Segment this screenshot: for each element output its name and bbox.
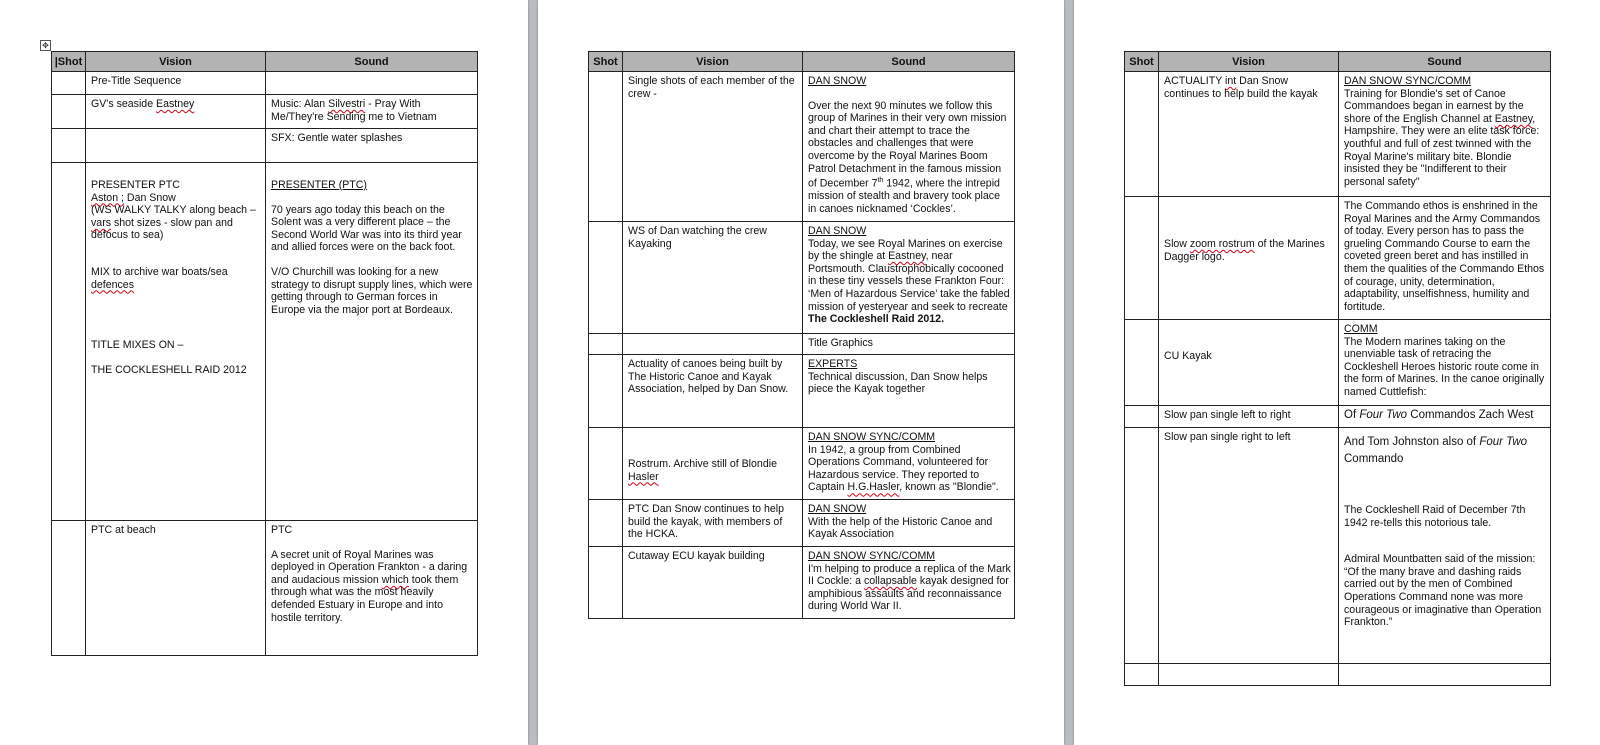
vision-cell[interactable] [1159,664,1339,686]
table-header-row [1125,52,1551,72]
shot-header: Shot [1125,52,1159,72]
table-row [1125,406,1551,428]
sound-cell[interactable]: And Tom Johnston also of Four Two Commando The Cockleshell Raid of December 7th 1942 re-tells this notorious tale. Admiral Mountbatten said of the mission: “Of the many brave and dashing raids carried out by the men of Combined Operations Command none was more courageous or imaginative than Operation Frankton.” [1339,428,1551,664]
vision-cell[interactable]: Pre-Title Sequence [86,72,266,95]
table-header-row [589,52,1015,72]
sound-cell[interactable]: SFX: Gentle water splashes [266,129,478,163]
sound-cell[interactable]: DAN SNOW SYNC/COMM I'm helping to produce a replica of the Mark II Cockle: a collapsable kayak designed for amphibious assaults and reconnaissance during World War II. [803,547,1015,619]
sound-cell[interactable]: DAN SNOW SYNC/COMM Training for Blondie's set of Canoe Commandoes began in earnest by the shore of the English Channel at Eastney, Hampshire. They were an elite task force: youthful and full of zest twinned with the Royal Marine's military bite. Blondie insisted they be "Indifferent to their personal safety" [1339,72,1551,197]
vision-cell[interactable] [86,129,266,163]
sound-cell[interactable] [1339,664,1551,686]
shot-cell[interactable] [589,334,623,355]
table-row [52,95,478,129]
sound-cell[interactable]: DAN SNOW Today, we see Royal Marines on exercise by the shingle at Eastney, near Portsmouth. Claustrophobically cocooned in these tiny vessels these Frankton Four: ‘Men of Hazardous Service’ take the fabled mission of yesteryear and seek to recreate The Cockleshell Raid 2012. [803,222,1015,334]
document-page-1 [0,0,528,745]
vision-cell[interactable]: ACTUALITY int Dan Snow continues to help build the kayak [1159,72,1339,197]
sound-cell[interactable]: The Commando ethos is enshrined in the Royal Marines and the Army Commandos of today. Every person has to pass the grueling Commando Course to earn the coveted green beret and has instilled in them the qualities of the Commando Ethos of courage, unity, determination, adaptability, unselfishness, humility and fortitude. [1339,197,1551,320]
sound-cell[interactable]: Music: Alan Silvestri - Pray With Me/They're Sending me to Vietnam [266,95,478,129]
shot-cell[interactable] [52,521,86,656]
table-row [52,163,478,521]
vision-cell[interactable]: PTC at beach [86,521,266,656]
table-header-row [52,52,478,72]
sound-header: Sound [1339,52,1551,72]
shot-cell[interactable] [52,72,86,95]
sound-cell[interactable]: DAN SNOW With the help of the Historic Canoe and Kayak Association [803,500,1015,547]
table-row [589,222,1015,334]
shot-cell[interactable] [589,428,623,500]
table-row [589,334,1015,355]
shot-cell[interactable] [1125,664,1159,686]
vision-header: Vision [623,52,803,72]
document-page-3 [1074,0,1600,745]
table-row [589,500,1015,547]
shot-cell[interactable] [1125,428,1159,664]
vision-header: Vision [1159,52,1339,72]
shot-cell[interactable] [1125,320,1159,406]
sound-cell[interactable]: DAN SNOW Over the next 90 minutes we follow this group of Marines in their very own mission and chart their attempt to trace the obstacles and challenges that were overcome by the Royal Marines Boom Patrol Detachment in the famous mission of December 7th 1942, where the intrepid mission of stealth and bravery took place in canoes nicknamed ‘Cockles’. [803,72,1015,222]
table-row [589,547,1015,619]
script-table-page-2 [588,51,1015,619]
shot-cell[interactable] [589,222,623,334]
shot-header: Shot [589,52,623,72]
sound-cell[interactable]: COMM The Modern marines taking on the unenviable task of retracing the Cockleshell Heroes historic route come in the form of Marines. In the canoe originally named Cuttlefish: [1339,320,1551,406]
table-row [1125,320,1551,406]
table-row [589,428,1015,500]
vision-header: Vision [86,52,266,72]
sound-header: Sound [266,52,478,72]
vision-cell[interactable]: Slow zoom rostrum of the Marines Dagger logo. [1159,197,1339,320]
table-row [589,72,1015,222]
shot-cell[interactable] [52,163,86,521]
shot-cell[interactable] [1125,406,1159,428]
vision-cell[interactable]: Slow pan single left to right [1159,406,1339,428]
shot-header: |Shot [52,52,86,72]
vision-cell[interactable]: Single shots of each member of the crew - [623,72,803,222]
shot-cell[interactable] [52,95,86,129]
table-row [52,72,478,95]
table-move-handle-icon[interactable]: ✥ [40,40,51,51]
vision-cell[interactable]: WS of Dan watching the crew Kayaking [623,222,803,334]
table-row [1125,664,1551,686]
document-page-2 [538,0,1064,745]
sound-cell[interactable]: PRESENTER (PTC) 70 years ago today this beach on the Solent was a very different place – the Second World War was into its third year and allied forces were on the back foot. V/O Churchill was looking for a new strategy to disrupt supply lines, which were getting through to German forces in Europe via the major port at Bordeaux. [266,163,478,521]
sound-cell[interactable]: EXPERTS Technical discussion, Dan Snow helps piece the Kayak together [803,355,1015,428]
vision-cell[interactable]: Slow pan single right to left [1159,428,1339,664]
vision-cell[interactable]: Cutaway ECU kayak building [623,547,803,619]
script-table-page-3 [1124,51,1551,686]
shot-cell[interactable] [589,547,623,619]
vision-cell[interactable]: PTC Dan Snow continues to help build the kayak, with members of the HCKA. [623,500,803,547]
vision-cell[interactable]: Rostrum. Archive still of Blondie Hasler [623,428,803,500]
vision-cell[interactable]: PRESENTER PTC Aston ; Dan Snow (WS WALKY TALKY along beach – vars shot sizes - slow pan and defocus to sea) MIX to archive war boats/sea defences TITLE MIXES ON – THE COCKLESHELL RAID 2012 [86,163,266,521]
table-row [52,521,478,656]
shot-cell[interactable] [589,72,623,222]
sound-cell[interactable]: DAN SNOW SYNC/COMM In 1942, a group from Combined Operations Command, volunteered for Hazardous service. They reported to Captain H.G.Hasler, known as "Blondie". [803,428,1015,500]
shot-cell[interactable] [589,500,623,547]
vision-cell[interactable]: CU Kayak [1159,320,1339,406]
shot-cell[interactable] [589,355,623,428]
table-row [52,129,478,163]
shot-cell[interactable] [1125,72,1159,197]
vision-cell[interactable]: Actuality of canoes being built by The Historic Canoe and Kayak Association, helped by Dan Snow. [623,355,803,428]
table-row [1125,428,1551,664]
table-row [1125,72,1551,197]
sound-cell[interactable]: Of Four Two Commandos Zach West [1339,406,1551,428]
table-row [589,355,1015,428]
script-table-page-1 [51,51,478,656]
sound-cell[interactable] [266,72,478,95]
vision-cell[interactable]: GV's seaside Eastney [86,95,266,129]
shot-cell[interactable] [1125,197,1159,320]
sound-cell[interactable]: PTC A secret unit of Royal Marines was deployed in Operation Frankton - a daring and audacious mission which took them through what was the most heavily defended Estuary in Europe and into hostile territory. [266,521,478,656]
table-row [1125,197,1551,320]
vision-cell[interactable] [623,334,803,355]
sound-header: Sound [803,52,1015,72]
shot-cell[interactable] [52,129,86,163]
sound-cell[interactable]: Title Graphics [803,334,1015,355]
